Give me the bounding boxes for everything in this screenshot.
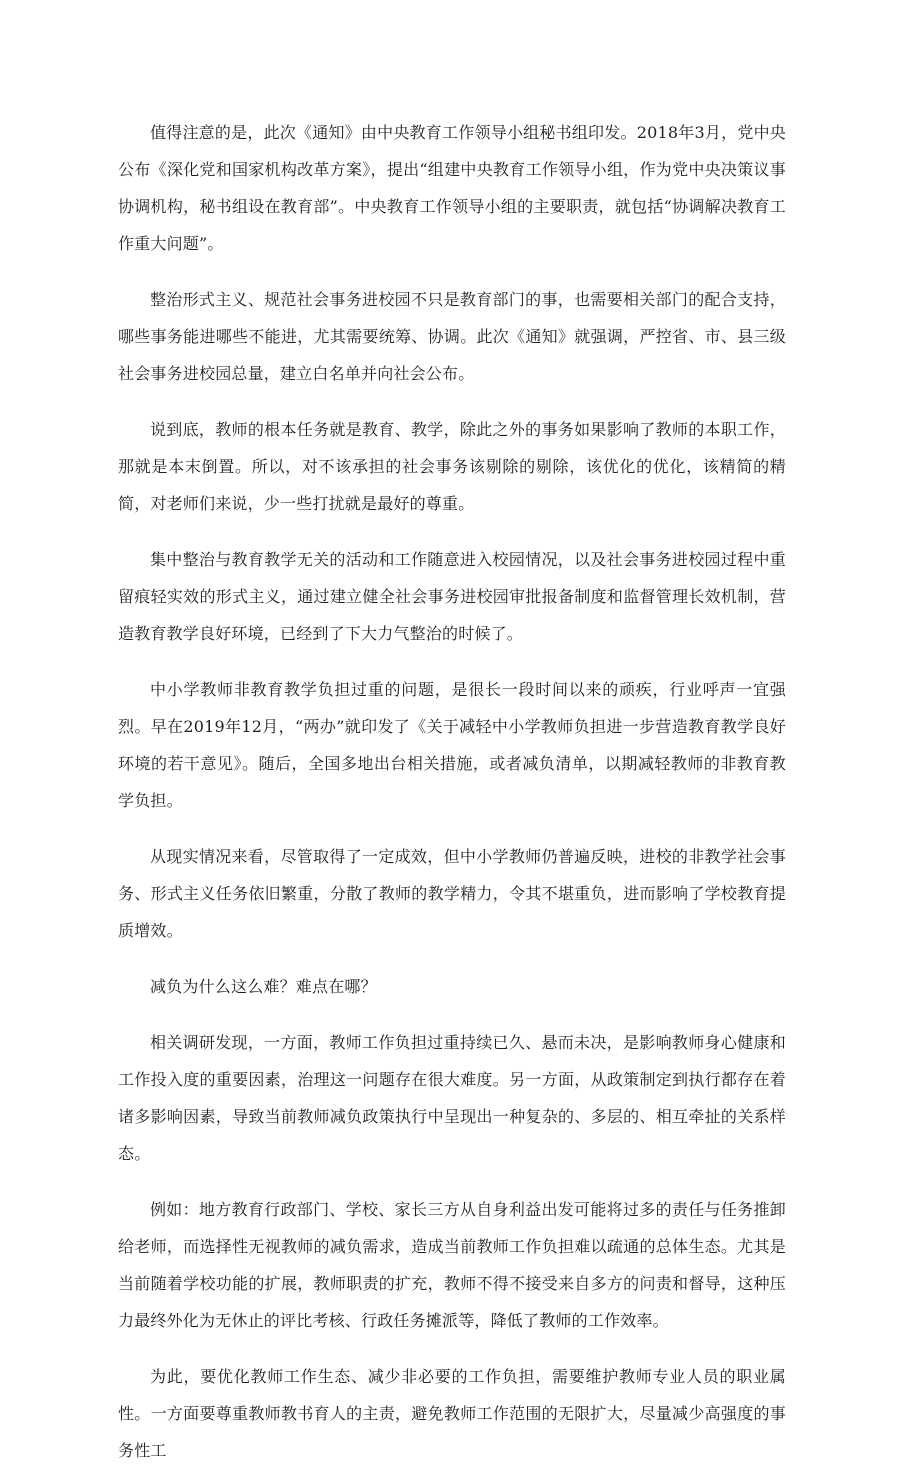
document-page [118,114,786,1469]
paragraph-10: 为此，要优化教师工作生态、减少非必要的工作负担，需要维护教师专业人员的职业属性。一方面要尊重教师教书育人的主责，避免教师工作范围的无限扩大，尽量减少高强度的事务性工 [118,1367,786,1460]
paragraph-3: 说到底，教师的根本任务就是教育、教学，除此之外的事务如果影响了教师的本职工作，那就是本末倒置。所以，对不该承担的社会事务该剔除的剔除，该优化的优化，该精简的精简，对老师们来说，少一些打扰就是最好的尊重。 [118,420,786,513]
paragraph-9: 例如：地方教育行政部门、学校、家长三方从自身利益出发可能将过多的责任与任务推卸给老师，而选择性无视教师的减负需求，造成当前教师工作负担难以疏通的总体生态。尤其是当前随着学校功能的扩展，教师职责的扩充，教师不得不接受来自多方的问责和督导，这种压力最终外化为无休止的评比考核、行政任务摊派等，降低了教师的工作效率。 [118,1200,786,1330]
paragraph-8: 相关调研发现，一方面，教师工作负担过重持续已久、悬而未决，是影响教师身心健康和工作投入度的重要因素，治理这一问题存在很大难度。另一方面，从政策制定到执行都存在着诸多影响因素，导致当前教师减负政策执行中呈现出一种复杂的、多层的、相互牵扯的关系样态。 [118,1033,786,1163]
paragraph-2: 整治形式主义、规范社会事务进校园不只是教育部门的事，也需要相关部门的配合支持，哪些事务能进哪些不能进，尤其需要统筹、协调。此次《通知》就强调，严控省、市、县三级社会事务进校园总量，建立白名单并向社会公布。 [118,290,786,383]
paragraph-7: 减负为什么这么难？难点在哪？ [150,977,377,996]
paragraph-6: 从现实情况来看，尽管取得了一定成效，但中小学教师仍普遍反映，进校的非教学社会事务、形式主义任务依旧繁重，分散了教师的教学精力，令其不堪重负，进而影响了学校教育提质增效。 [118,847,786,940]
paragraph-5: 中小学教师非教育教学负担过重的问题，是很长一段时间以来的顽疾，行业呼声一宜强烈。早在2019年12月，“两办”就印发了《关于减轻中小学教师负担进一步营造教育教学良好环境的若干意见》。随后，全国多地出台相关措施，或者减负清单，以期减轻教师的非教育教学负担。 [118,680,786,810]
paragraph-1: 值得注意的是，此次《通知》由中央教育工作领导小组秘书组印发。2018年3月，党中央公布《深化党和国家机构改革方案》，提出“组建中央教育工作领导小组，作为党中央决策议事协调机构，秘书组设在教育部”。中央教育工作领导小组的主要职责，就包括“协调解决教育工作重大问题”。 [118,123,786,253]
paragraph-4: 集中整治与教育教学无关的活动和工作随意进入校园情况，以及社会事务进校园过程中重留痕轻实效的形式主义，通过建立健全社会事务进校园审批报备制度和监督管理长效机制，营造教育教学良好环境，已经到了下大力气整治的时候了。 [118,550,786,643]
